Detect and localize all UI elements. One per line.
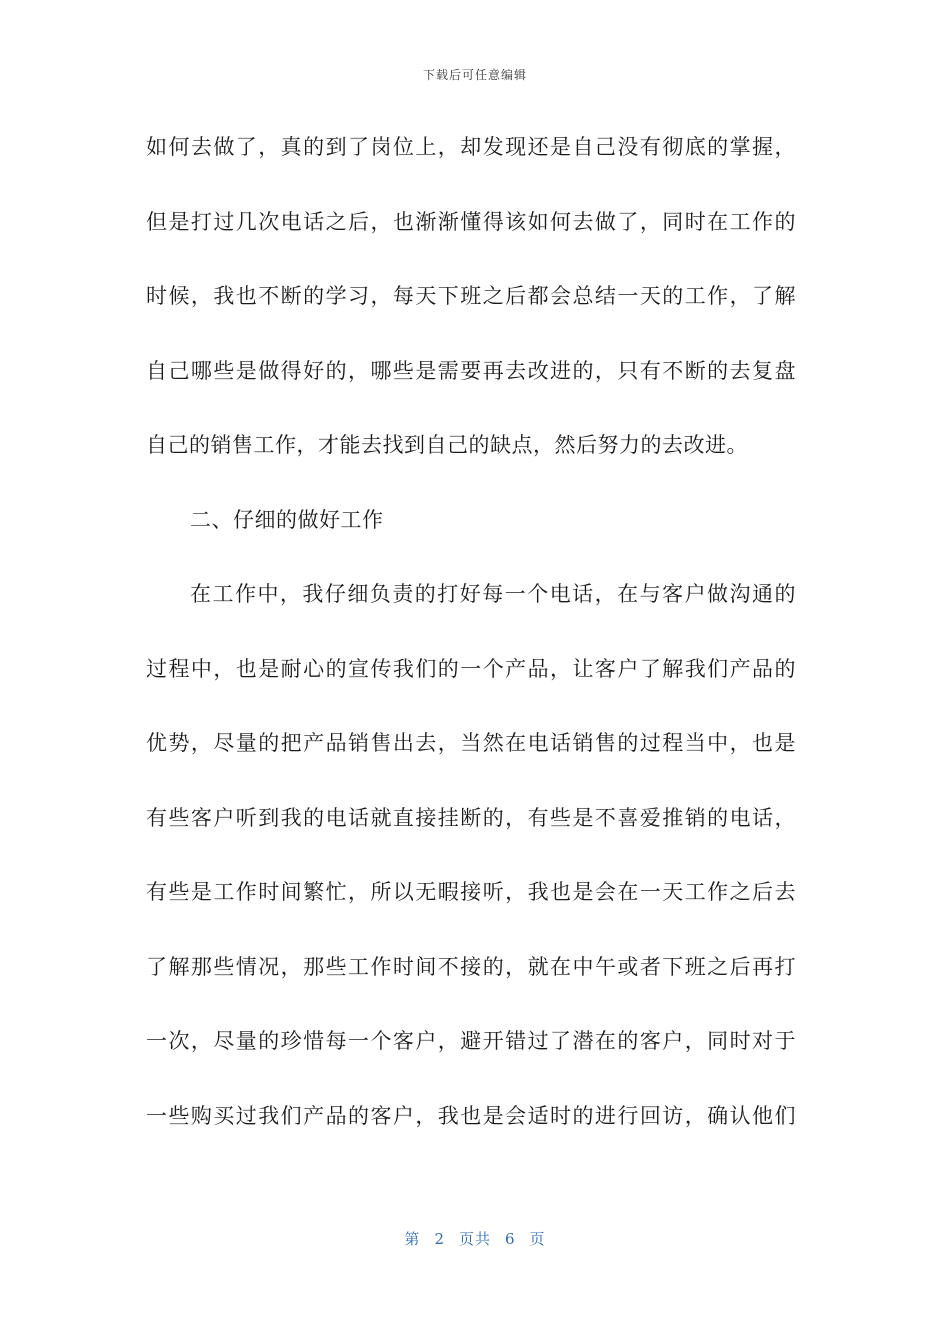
body-line: 有些客户听到我的电话就直接挂断的，有些是不喜爱推销的电话， — [146, 805, 796, 830]
body-line: 有些是工作时间繁忙，所以无暇接听，我也是会在一天工作之后去 — [146, 880, 796, 904]
body-line: 时候，我也不断的学习，每天下班之后都会总结一天的工作，了解 — [146, 284, 796, 308]
body-line: 自己哪些是做得好的，哪些是需要再去改进的，只有不断的去复盘 — [146, 358, 796, 383]
body-line: 如何去做了，真的到了岗位上，却发现还是自己没有彻底的掌握， — [146, 135, 796, 159]
footer-prefix: 第 — [404, 1230, 421, 1248]
footer-total-pages: 6 — [505, 1230, 516, 1248]
footer-page-number: 2 — [434, 1230, 445, 1248]
page-header: 下载后可任意编辑 — [422, 68, 527, 82]
footer-middle: 页共 — [458, 1230, 491, 1248]
body-line: 自己的销售工作，才能去找到自己的缺点，然后努力的去改进。 — [146, 433, 748, 457]
body-line: 一次，尽量的珍惜每一个客户，避开错过了潜在的客户，同时对于 — [146, 1029, 796, 1053]
body-line: 但是打过几次电话之后，也渐渐懂得该如何去做了，同时在工作的 — [146, 209, 796, 234]
body-line: 一些购买过我们产品的客户，我也是会适时的进行回访，确认他们 — [146, 1103, 796, 1128]
body-line: 了解那些情况，那些工作时间不接的，就在中午或者下班之后再打 — [146, 954, 796, 979]
body-line: 优势，尽量的把产品销售出去，当然在电话销售的过程当中，也是 — [146, 731, 796, 755]
footer-suffix: 页 — [529, 1230, 546, 1248]
body-line: 过程中，也是耐心的宣传我们的一个产品，让客户了解我们产品的 — [146, 656, 796, 681]
page-footer — [0, 1228, 950, 1249]
body-line: 在工作中，我仔细负责的打好每一个电话，在与客户做沟通的 — [190, 582, 796, 606]
section-heading: 二、仔细的做好工作 — [190, 507, 384, 532]
document-body — [146, 124, 796, 1167]
